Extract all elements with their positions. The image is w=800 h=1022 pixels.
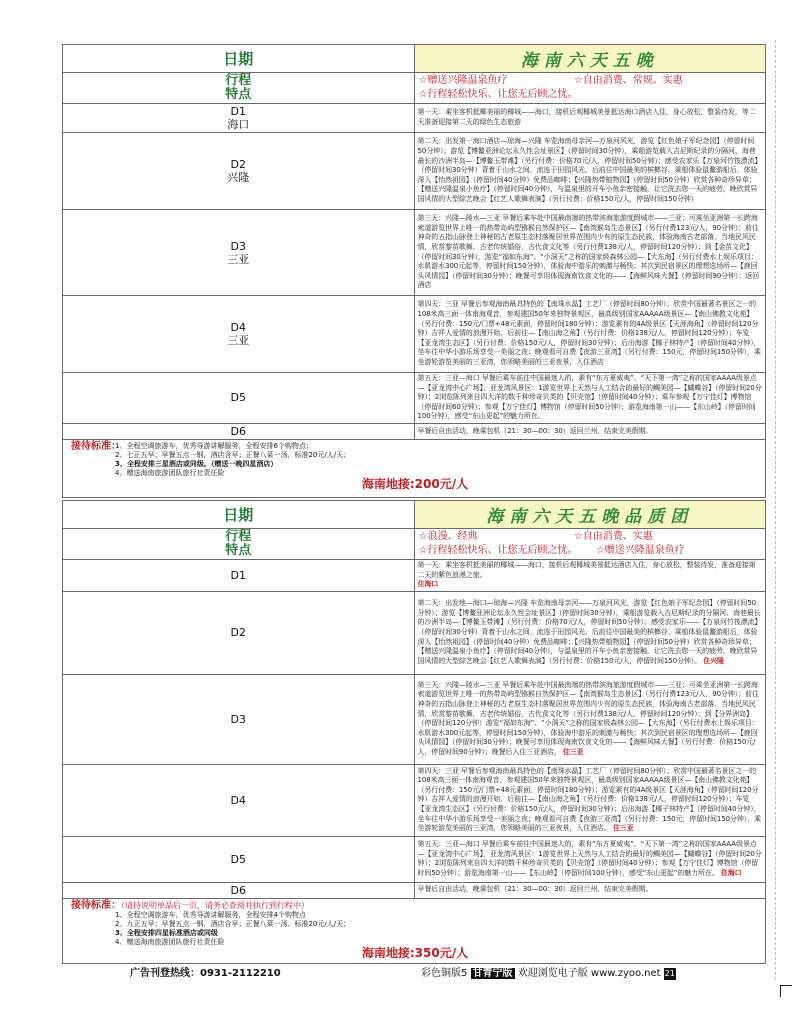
route1-day-label: D2 兴隆 (63, 133, 415, 210)
route1-feature-item: ☆行程轻松快乐、让您无后顾之忧。 (418, 89, 578, 100)
route2-title-cell (414, 500, 766, 528)
route1-day-label: D5 (63, 373, 415, 424)
crop-mark (780, 985, 781, 997)
crop-mark (780, 985, 792, 986)
route2-feature-item: ☆浪漫、经典 (418, 530, 478, 542)
ad-hotline-number: 0931-2112210 (200, 968, 281, 979)
route1-standard-item: 3、全程安排三星酒店或同级。（赠送一晚四星酒店） (115, 459, 278, 468)
route2-day-text: 第三天：兴隆—陵水—三亚 早餐后乘车赴中国最南端的热带滨海旅游度假城市——三亚；可乘坐亚洲第一长跨海索道游览世界上唯一的热带岛屿型猕猴自然保护区—【南湾猴岛生态景区】（另行付费123元/人，90分钟）；前往神奇的五指山脉登上神秘的古老原生态村落聚居世界范围内少有的原生态民族，体验海南古老部落、当地民风民情，欣赏黎苗歌舞，古老传统婚俗，古代食文化等（另行付费138元/人，停留时间120分钟）；到【分界洲岛】（停留时间120分钟）游览“福如东海”、“小洞天”之称的国家级森林公园—【大东海】（另行付费水上娱乐项目：水肌游水300元起等，停留时间150分钟），体验海中游乐的刺激与畅快；其次到民宿景区的理想选场所—【鹿回头风情园】（停留时间30分钟）；晚餐可享用体现海南饮食文化的——【海鲜风味大餐】（另行付费：价格150元/人，停留时间90分钟）；晚餐后入住三亚酒店。 (417, 680, 759, 757)
publication-badge: 甘青宁版 (472, 968, 513, 979)
route1-day-label: D1 海口 (63, 104, 415, 133)
route1-feature-item: ☆赠送兴隆温泉鱼疗 (418, 75, 508, 86)
route1-title: 海南六天五晚 (520, 51, 659, 71)
ad-hotline-label: 广告刊登热线： (130, 968, 200, 979)
route1-features-label: 行程 特点 (63, 73, 415, 104)
page-content (62, 44, 766, 964)
footer-edition-info (421, 964, 676, 980)
route2-standard-item: 2、九正五早；早餐五点一钢，酒店含早；正餐八菜一汤、标准20元/人/天； (115, 919, 351, 928)
route2-day-cell (414, 764, 766, 836)
route2-day-stay: 住海口 (417, 580, 439, 589)
welcome-url-link[interactable]: 欢迎浏览电子版 www.zyoo.net (517, 968, 661, 979)
route1-day-label: D6 (63, 423, 415, 439)
page-number: 21 (664, 969, 675, 978)
route2-standard-item: 1、全程空调旅游车，优秀导游讲解服务，全程安排4个购物点 (115, 910, 306, 919)
route2-day-cell (414, 674, 766, 764)
route2-day-label: D1 (63, 559, 415, 591)
route2-day-text: 第二天：出发地—海口—琼海—兴隆 车览海南母亲河——万泉河风光，游览【红色娘子军纪念园】（停留时间50分钟）；游览【博鳌亚洲论坛永久性会址景区】（停留时间30分钟），乘船游览载入吉尼斯纪录的分隔河、海巷最长的沙洲半岛—【博鳌玉带滩】（另行付费：价格70元/人，停留时间50分钟）；感受农家乐——【万泉河竹筏漂流】（停留时间30分钟）背着于山水之间，流连于田园风光，后前往中国最美的槟榔谷、乘船体验鼠鳌游船后，体验深入【怡然祖园】（停留时间40分钟）免费品咖啡；【兴隆热带植物园】（停留时间50分钟）欣赏各种奇珍异草；【赠送兴隆温泉小鱼疗】（停留时间40分钟），与温泉里的开车小鱼亲密接触，让它洗去您一天的疲劳，晚欣赏异国风情的大型綜艺晚会【红艺人歌舞表演】（另行付费：价格150元/人，停留时间150分钟）。 (417, 599, 762, 665)
route2-feature-item: ☆行程轻松快乐、让您无后顾之忧。 (418, 544, 578, 556)
route1-standard-item: 1、全程空调旅游车，优秀导游讲解服务，全程安排6个购物点； (115, 441, 313, 450)
route1-standards (62, 440, 766, 498)
route1-day-text: 第二天：出发第一海口酒店—琼海—兴隆 车览海南母亲河—万泉河风光，游览【红色娘子军纪念园】（停留时间50分钟）；游览【博鳌亚洲论坛永久性会址景区】（停留时间30分钟），乘船游览载入吉尼斯纪录的分隔河、海巷最长的沙洲半岛—【博鳌玉带滩】（另行付费：价格70元/人，停留时间50分钟）；感受农家乐【万泉河竹筏漂流】（停留时间30分钟）背着于山水之间，流连于田园风光，后前往中国最美的槟榔谷、乘船体验鼠鳌游船后，体验深入【怡然祖园】（停留时间40分钟）免费品咖啡；【兴隆热带植物园】（停留时间50分钟）欣赏各种奇珍异草；【赠送兴隆温泉小鱼疗】（停留时间40分钟），与温泉里的开车小鱼亲密接触，让它洗去您一天的疲劳，晚欣赏异国风情的大型綜艺晚会【红艺人歌舞表演】（另行付费：价格150元/人，停留时间150分钟） (414, 133, 766, 210)
route1-day-label: D3 三亚 (63, 210, 415, 296)
date-header-label: 日期 (63, 500, 415, 528)
route2-title: 海南六天五晚品质团 (486, 506, 694, 527)
route1-title-cell (414, 45, 766, 73)
page-footer (130, 964, 710, 980)
route2-day-text: 早餐后自由活动，晚乘包机（21：30—00：30）返回兰州，结束完美假期。 (414, 882, 766, 898)
route2-price: 海南地接:350元/人 (361, 945, 469, 960)
route2-standards (62, 899, 766, 964)
route1-day-text: 早餐后自由活动，晚乘包机（21：30—00：30）返回兰州，结束完美假期。 (414, 423, 766, 439)
fold-guide-line (775, 40, 777, 980)
route2-itinerary-table (62, 500, 766, 899)
route2-day-text: 第五天：三亚—海口 早餐后乘车前往中国最迷人的，素有“东方夏威夷”、“天下第一湾”之称的国家AAAA级景点—【亚龙湾中心广场】，亚龙湾风景区：1游览世界上天然与人工结合的最好的鲷美园—【蝴蝶谷】（停留时间20分钟）；2浏览陈列来自四大洋的数千种珍奇贝类的【贝壳馆】（停留时间40分钟）；参观【万宁佳灯】博物馆（停留时间50分钟）；游览海南第一山——【东山岭】（停留时间100分钟），感受“东山更起”的魅力所在。 (417, 840, 762, 877)
route2-day-label: D4 (63, 764, 415, 836)
route2-day-label: D2 (63, 591, 415, 674)
route1-day-text: 第一天：乘坐客机抵椰美丽的椰城——海口，接机后观椰城美景抵达海口酒店入住，身心放松，整装待发，等二天准备迎接第二天的绿色生态旅游 (414, 104, 766, 133)
route1-feature-item: ☆自由消费、常规、实惠 (573, 75, 683, 86)
route1-day-text: 第四天：三亚 早餐后参观海南最具特色的【南珠水晶】工艺厂（停留时间80分钟）；欣赏中国最著名景区之一的108米高三面一体南海观音，参观建国50年来独特景观区，最高级别国家AAAAA级景区—【南山佛教文化苑】（另行付费：150元/门票+48元素面，停留时间180分钟）；游览素有的4A级景区【天涯海角】（停留时间120分钟）吉祥人爱情的浪漫开始，后前往—【南山海之角】（另行付费：价格138元/人，停留时间120分钟）；车览【亚龙湾生态区】（另行付费：价格150元/人，停留时间30分钟）；后出海游【椰子林特产】（停留时间40分钟），坐车往中华小游乐场享受一美丽之夜；晚观看可自费【夜游三亚湾】（另行付费：150元，停留时间150分钟），乘坐游轮游览美丽的三亚湾，您领略美丽的三亚夜景，入住酒店 (414, 296, 766, 373)
route2-day-cell (414, 836, 766, 882)
route1-price: 海南地接:200元/人 (361, 476, 469, 491)
route1-standard-item: 4、赠送海南旅游团队旅行社责任险 (115, 468, 225, 477)
route1-standard-item: 2、七正五早；早餐五点一钢，酒店含早；正餐八菜一汤，标准20元/人/天； (115, 450, 351, 459)
route2-day-label: D6 (63, 882, 415, 898)
route2-day-label: D3 (63, 674, 415, 764)
route2-day-text: 第一天：乘坐客机抵美丽的椰城——海口，接机后观椰城美景抵达酒店入住，身心放松，整装待发，准备迎接第二天的紫色浪漫之旅。 (417, 560, 756, 579)
route2-standard-item: 4、赠送海南旅游团队旅行社责任险 (115, 937, 225, 946)
route1-features (414, 73, 766, 104)
route1-day-label: D4 三亚 (63, 296, 415, 373)
date-header-label: 日期 (63, 45, 415, 73)
route2-day-cell (414, 559, 766, 591)
route2-day-stay: 住海口 (720, 868, 742, 877)
route2-features-label: 行程 特点 (63, 528, 415, 559)
route1-day-text: 第五天：三亚—海口 早餐后乘车前往中国最迷人的，素有“东方夏威夷”、“天下第一湾”之称的国家AAAA级景点—【亚龙湾中心广场】，亚龙湾风景区：1游览世界上天然与人工结合的最好的鲷美园—【蝴蝶谷】（停留时间20分钟）；2浏览陈列来自四大洋的数千种珍奇贝类的【贝壳馆】（停留时间40分钟）；乘车参观【万宁佳灯】博物馆（停留时间60分钟）；参观【万宁佳灯】博物馆（停留时间50分钟）；游览海南第一山——【东山岭】（停留时间100分钟），感受“东山更起”的魅力所在。 (414, 373, 766, 424)
edition-label: 彩色铜版5 (421, 968, 468, 979)
route2-day-text: 第四天：三亚 早餐后参观海南最具特色的【南珠水晶】工艺厂（停留时间80分钟）；欣赏中国最著名景区之一的108米高三面一体南海观音，参观建国50年来独特景观区，最高级别国家AAAAA级景区—【南山佛教文化苑】（另行付费：150元/门票+48元素面，停留时间180分钟）；游览素有的4A级景区【天涯海角】（停留时间120分钟）吉祥人爱情的浪漫开始，后前往—【南山海之角】（另行付费：价格138元/人，停留时间120分钟）；车览【亚龙湾生态区】（另行付费：价格150元/人，停留时间30分钟）；后出海游【椰子林特产】（停留时间40分钟），坐车往中华小游乐场享受一美丽之夜；晚观看可自费【夜游三亚湾】（另行付费：150元，停留时间150分钟），乘坐游轮游览美丽的三亚湾，您领略美丽的三亚夜景，入住酒店。 (417, 766, 761, 833)
route1-itinerary-table (62, 44, 766, 440)
ad-hotline (130, 964, 281, 979)
route2-feature-item: ☆赠送兴隆温泉鱼疗 (595, 544, 685, 556)
route2-feature-item: ☆自由消费、实惠 (573, 530, 653, 542)
route2-standards-heading: 接待标准： (71, 899, 121, 911)
route1-day-text: 第三天：兴隆—陵水—三亚 早餐后乘车赴中国最南端的热带滨海旅游度假城市——三亚；可乘坐亚洲第一长跨海索道游览世界上唯一的热带岛屿型猕猴自然保护区—【南湾猴岛生态景区】（另行付费123元/人，90分钟）；前往神奇的五指山脉登上神秘的古老原生态村落聚居世界范围内少有的原生态民族，体验海南古老部落、当地民风民情，欣赏黎苗歌舞，古老传统婚俗，古代食文化等（另行付费138元/人，停留时间120分钟）；到【金苗文化】（停留时间30分钟），游览“福如东海”、“小洞天”之称的国家级森林公园—【大东海】（另行付费水上娱乐项目：水肌游水300元起等，停留时间150分钟），体验海中游乐的刺激与畅快；其次到民宿景区的理想选场所—【鹿回头风情园】（停留时间30分钟）；晚餐可享用体现海南饮食文化的——【海鲜风味大餐】（停留时间90分钟）；返回酒店 (414, 210, 766, 296)
route2-features (414, 528, 766, 559)
route1-standards-heading: 接待标准： (71, 440, 121, 452)
route2-day-cell (414, 591, 766, 674)
route2-day-stay: 住三亚 (562, 748, 584, 757)
route2-day-label: D5 (63, 836, 415, 882)
route2-day-stay: 住三亚 (612, 824, 634, 833)
route2-standards-note: （请持说明单品后一页，请务必查阅并执行到行程中） (121, 900, 309, 910)
route2-standard-item: 3、全程安排四星标准酒店或同级 (115, 928, 218, 937)
route2-day-stay: 住兴隆 (703, 656, 724, 665)
